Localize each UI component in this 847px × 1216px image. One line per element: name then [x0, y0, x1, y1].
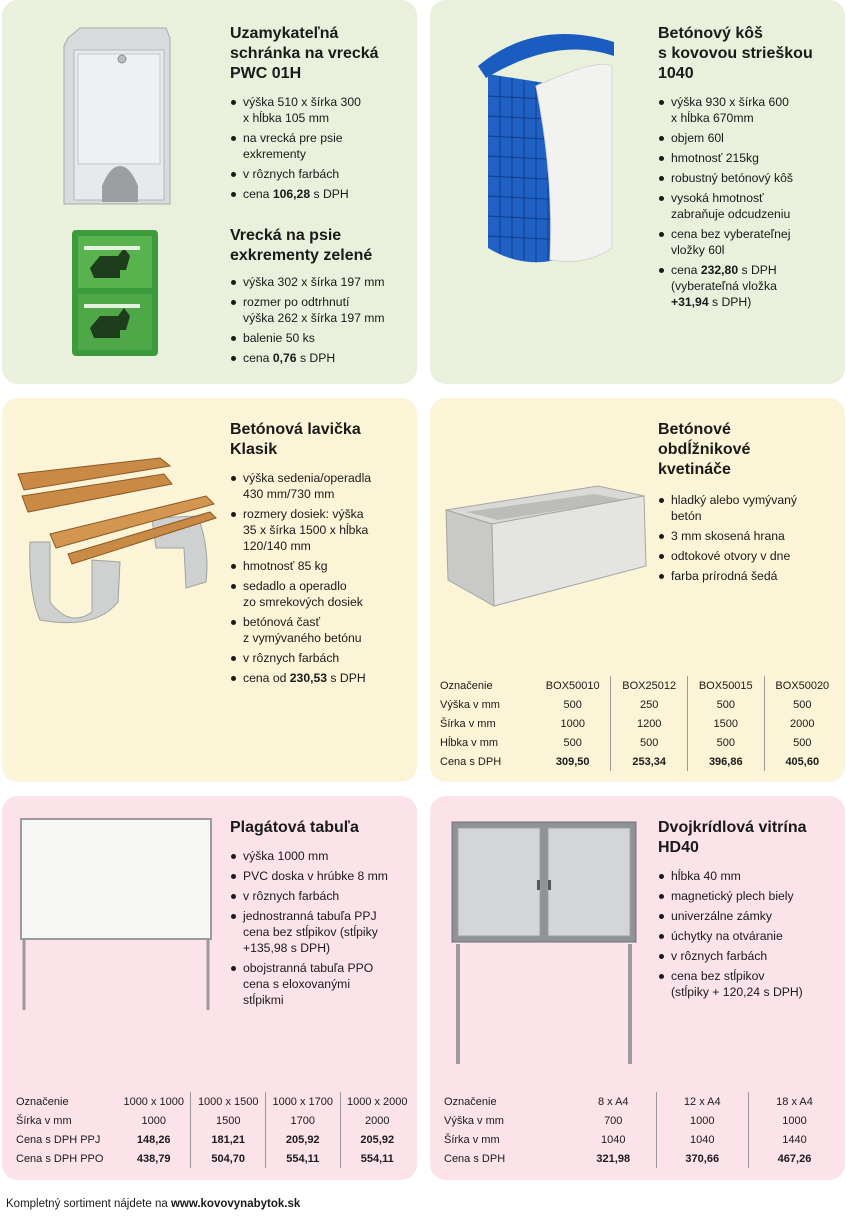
product-title: Uzamykateľná schránka na vrecká PWC 01H: [230, 25, 379, 82]
row-label: Hĺbka v mm: [440, 736, 499, 749]
price-item: cena od 230,53 s DPH: [230, 670, 371, 686]
list-item: hĺbka 40 mm: [658, 868, 803, 884]
spec-table: [440, 676, 840, 771]
table-cell: 405,60: [764, 752, 840, 771]
table-row: [444, 1111, 840, 1130]
table-cell: 1000: [560, 717, 585, 730]
table-cell: 1000: [656, 1111, 749, 1130]
list-item: hmotnosť 215kg: [658, 150, 793, 166]
price-item: cena 0,76 s DPH: [230, 350, 385, 366]
feature-list: [230, 848, 388, 1012]
planter-image: [442, 482, 648, 608]
table-cell: 1040: [601, 1133, 626, 1146]
table-header-cell: 1000 x 2000: [340, 1092, 414, 1111]
table-cell: 370,66: [656, 1149, 749, 1168]
product-title: Plagátová tabuľa: [230, 819, 359, 836]
table-cell: 500: [764, 695, 840, 714]
row-label: Cena s DPH: [444, 1152, 506, 1165]
list-item: rozmer po odtrhnutí výška 262 x šírka 197 mm: [230, 294, 385, 326]
list-item: v rôznych farbách: [230, 888, 388, 904]
table-cell: 500: [563, 698, 582, 711]
table-cell: 205,92: [340, 1130, 414, 1149]
double-showcase-image: [450, 820, 638, 1068]
list-item: balenie 50 ks: [230, 330, 385, 346]
table-cell: 1000: [749, 1111, 840, 1130]
feature-list: [230, 470, 371, 690]
table-header-label: Označenie: [440, 679, 493, 692]
list-item: v rôznych farbách: [658, 948, 803, 964]
table-cell: 309,50: [555, 755, 590, 768]
list-item: výška sedenia/operadla 430 mm/730 mm: [230, 470, 371, 502]
list-item: výška 510 x šírka 300 x hĺbka 105 mm: [230, 94, 361, 126]
table-header-cell: 18 x A4: [749, 1092, 840, 1111]
table-cell: 250: [611, 695, 688, 714]
table-header-cell: 1000 x 1500: [191, 1092, 266, 1111]
list-item: rozmery dosiek: výška 35 x šírka 1500 x hĺbka 120/140 mm: [230, 506, 371, 554]
table-cell: 700: [604, 1114, 623, 1127]
table-header-cell: 8 x A4: [597, 1095, 629, 1108]
table-header-cell: BOX50010: [545, 679, 600, 692]
product-title: Betónové obdĺžnikové kvetináče: [658, 421, 751, 478]
feature-list: [658, 492, 797, 588]
bag-dispenser-box-image: [60, 26, 174, 208]
table-cell: 438,79: [136, 1152, 171, 1165]
list-item: jednostranná tabuľa PPJ cena bez stĺpikov (stĺpiky +135,98 s DPH): [230, 908, 388, 956]
row-label: Cena s DPH PPO: [16, 1152, 104, 1165]
website-link[interactable]: www.kovovynabytok.sk: [170, 1198, 301, 1210]
list-item: odtokové otvory v dne: [658, 548, 797, 564]
row-label: Cena s DPH: [440, 755, 502, 768]
list-item: 3 mm skosená hrana: [658, 528, 797, 544]
table-cell: 1440: [749, 1130, 840, 1149]
table-cell: 148,26: [136, 1133, 171, 1146]
row-label: Cena s DPH PPJ: [16, 1133, 101, 1146]
table-row: [440, 714, 840, 733]
table-row: [444, 1130, 840, 1149]
feature-list: [230, 274, 385, 370]
table-header-cell: 1000 x 1700: [265, 1092, 340, 1111]
list-item: výška 1000 mm: [230, 848, 388, 864]
table-row: [16, 1130, 414, 1149]
card-dog-waste: [2, 0, 417, 384]
row-label: Šírka v mm: [16, 1114, 72, 1127]
table-cell: 396,86: [687, 752, 764, 771]
feature-list: [658, 94, 793, 314]
table-cell: 1500: [687, 714, 764, 733]
table-header-cell: 1000 x 1000: [123, 1095, 185, 1108]
list-item: betónová časť z vymývaného betónu: [230, 614, 371, 646]
table-cell: 467,26: [749, 1149, 840, 1168]
card-showcase: [430, 796, 845, 1180]
table-cell: 500: [563, 736, 582, 749]
feature-list: [230, 94, 361, 206]
table-cell: 504,70: [191, 1149, 266, 1168]
table-cell: 2000: [764, 714, 840, 733]
row-label: Šírka v mm: [440, 717, 496, 730]
list-item: sedadlo a operadlo zo smrekových dosiek: [230, 578, 371, 610]
list-item: hladký alebo vymývaný betón: [658, 492, 797, 524]
list-item: v rôznych farbách: [230, 650, 371, 666]
row-label: Výška v mm: [444, 1114, 504, 1127]
product-title: Betónový kôš s kovovou strieškou 1040: [658, 25, 813, 82]
table-row: [16, 1149, 414, 1168]
table-cell: 500: [687, 695, 764, 714]
list-item: na vrecká pre psie exkrementy: [230, 130, 361, 162]
product-title: Dvojkrídlová vitrína HD40: [658, 819, 807, 856]
list-item: univerzálne zámky: [658, 908, 803, 924]
list-item: hmotnosť 85 kg: [230, 558, 371, 574]
table-cell: 554,11: [265, 1149, 340, 1168]
table-row: [440, 733, 840, 752]
card-concrete-bin: [430, 0, 845, 384]
table-header-label: Označenie: [444, 1095, 497, 1108]
table-cell: 321,98: [596, 1152, 631, 1165]
list-item: cena bez vyberateľnej vložky 60l: [658, 226, 793, 258]
table-cell: 554,11: [340, 1149, 414, 1168]
list-item: cena bez stĺpikov (stĺpiky + 120,24 s DPH): [658, 968, 803, 1000]
list-item: výška 302 x šírka 197 mm: [230, 274, 385, 290]
table-header-cell: BOX50020: [764, 676, 840, 695]
card-bench: [2, 398, 417, 782]
product-title: Vrecká na psie exkrementy zelené: [230, 227, 373, 264]
poster-board-image: [18, 816, 214, 1012]
table-header-row: [440, 676, 840, 695]
table-header-row: [16, 1092, 414, 1111]
table-row: [440, 752, 840, 771]
table-row: [16, 1111, 414, 1130]
table-cell: 1700: [265, 1111, 340, 1130]
table-cell: 205,92: [265, 1130, 340, 1149]
list-item: vysoká hmotnosť zabraňuje odcudzeniu: [658, 190, 793, 222]
list-item: obojstranná tabuľa PPO cena s eloxovanými stĺpikmi: [230, 960, 388, 1008]
concrete-bin-image: [466, 26, 616, 272]
spec-table: [444, 1092, 840, 1168]
feature-list: [658, 868, 803, 1004]
list-item: PVC doska v hrúbke 8 mm: [230, 868, 388, 884]
table-cell: 181,21: [191, 1130, 266, 1149]
table-cell: 1000: [141, 1114, 166, 1127]
table-cell: 500: [687, 733, 764, 752]
spec-table: [16, 1092, 414, 1168]
table-cell: 253,34: [611, 752, 688, 771]
footer: [6, 1198, 300, 1210]
list-item: v rôznych farbách: [230, 166, 361, 182]
bench-image: [10, 452, 218, 630]
list-item: výška 930 x šírka 600 x hĺbka 670mm: [658, 94, 793, 126]
table-cell: 2000: [340, 1111, 414, 1130]
table-cell: 500: [764, 733, 840, 752]
price-item: cena 232,80 s DPH (vyberateľná vložka +31,94 s DPH): [658, 262, 793, 310]
card-planters: [430, 398, 845, 782]
footer-text: Kompletný sortiment nájdete na: [6, 1198, 171, 1210]
table-row: [444, 1149, 840, 1168]
list-item: magnetický plech biely: [658, 888, 803, 904]
list-item: robustný betónový kôš: [658, 170, 793, 186]
product-title: Betónová lavička Klasik: [230, 421, 361, 458]
table-header-cell: BOX50015: [687, 676, 764, 695]
table-cell: 1500: [191, 1111, 266, 1130]
table-row: [440, 695, 840, 714]
row-label: Šírka v mm: [444, 1133, 500, 1146]
list-item: objem 60l: [658, 130, 793, 146]
table-cell: 1200: [611, 714, 688, 733]
table-header-cell: BOX25012: [611, 676, 688, 695]
table-header-row: [444, 1092, 840, 1111]
table-header-label: Označenie: [16, 1095, 69, 1108]
table-header-cell: 12 x A4: [656, 1092, 749, 1111]
green-bags-image: [70, 228, 160, 358]
row-label: Výška v mm: [440, 698, 500, 711]
list-item: úchytky na otváranie: [658, 928, 803, 944]
price-item: cena 106,28 s DPH: [230, 186, 361, 202]
list-item: farba prírodná šedá: [658, 568, 797, 584]
card-poster-board: [2, 796, 417, 1180]
table-cell: 500: [611, 733, 688, 752]
table-cell: 1040: [656, 1130, 749, 1149]
